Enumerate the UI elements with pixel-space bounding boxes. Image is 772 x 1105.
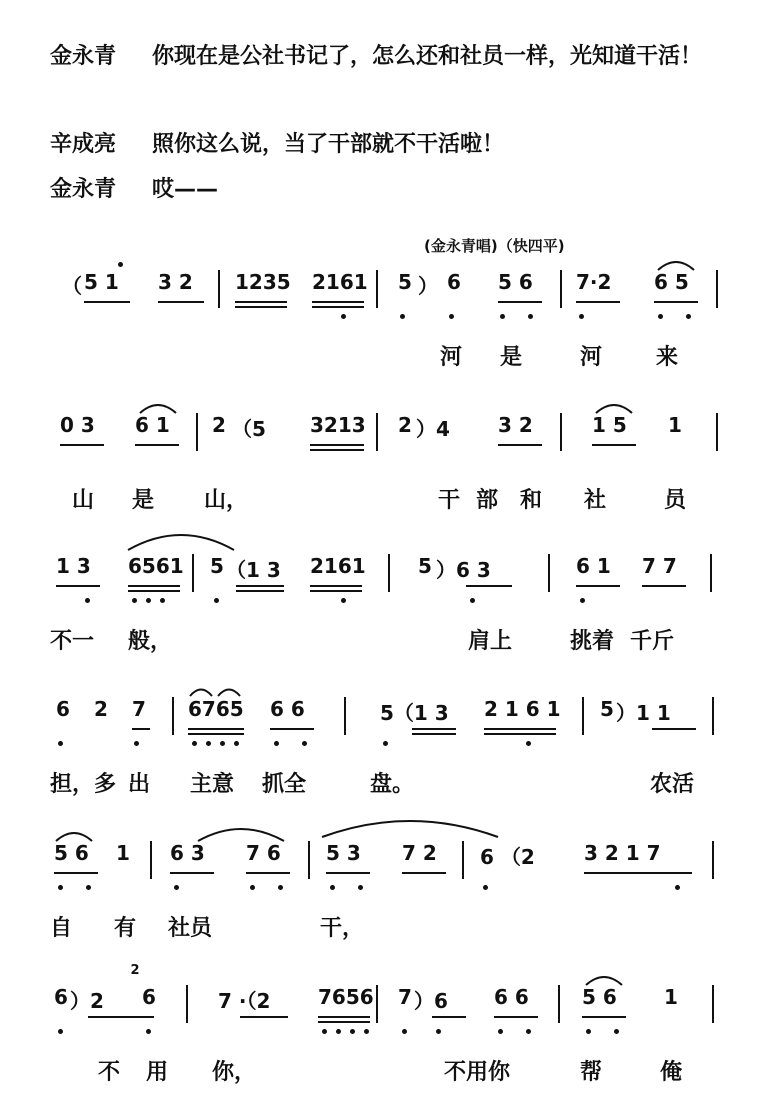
octave-dot <box>470 598 475 603</box>
dialogue-line-2 <box>50 130 737 160</box>
bar-line <box>218 270 220 308</box>
notation-group: 1 <box>116 841 130 865</box>
lyric: 出 <box>128 772 151 797</box>
underline <box>170 872 214 874</box>
octave-dot <box>483 885 488 890</box>
notation-group: 5 6 <box>582 985 617 1009</box>
octave-dot <box>579 314 584 319</box>
octave-dot <box>436 1029 441 1034</box>
underline <box>494 1016 538 1018</box>
underline <box>60 444 104 446</box>
octave-dot <box>146 1029 151 1034</box>
notation-group: 7 <box>132 697 146 721</box>
underline <box>236 585 284 587</box>
octave-dot <box>336 1029 341 1034</box>
underline <box>188 728 244 730</box>
notation-group: 7 6 <box>246 841 281 865</box>
notation-group: ）2 <box>70 989 104 1013</box>
underline <box>498 444 542 446</box>
octave-dot <box>85 598 90 603</box>
slur-mark <box>320 813 500 839</box>
notation-group: 5 <box>418 554 432 578</box>
bar-line <box>172 697 174 735</box>
notation-group: 5 <box>398 270 412 294</box>
underline <box>412 728 456 730</box>
underline <box>592 444 636 446</box>
bar-line <box>582 697 584 735</box>
bar-line <box>716 270 718 308</box>
slur-mark <box>594 401 634 415</box>
octave-dot <box>675 885 680 890</box>
octave-dot <box>234 741 239 746</box>
notation-group: 6 <box>56 697 70 721</box>
octave-dot <box>214 598 219 603</box>
octave-dot <box>330 885 335 890</box>
underline <box>312 301 364 303</box>
lyric: 千斤 <box>630 629 675 654</box>
octave-dot <box>132 598 137 603</box>
lyric: 有 <box>114 916 137 941</box>
notation-group: ）1 1 <box>616 701 671 725</box>
lyric: 来 <box>656 345 679 370</box>
octave-dot <box>220 741 225 746</box>
notation-group: （5 <box>232 417 266 441</box>
notation-group: ）6 3 <box>436 558 491 582</box>
notation-group: 7 ·（2 <box>218 989 271 1013</box>
octave-dot <box>500 314 505 319</box>
octave-dot <box>498 1029 503 1034</box>
notation-group: 7·2 <box>576 270 612 294</box>
lyric: 担，多 <box>50 772 117 797</box>
octave-dot <box>146 598 151 603</box>
notation-group: 1 <box>664 985 678 1009</box>
bar-line <box>150 841 152 879</box>
underline <box>466 585 512 587</box>
lyric: 般， <box>128 629 173 654</box>
underline <box>498 301 542 303</box>
bar-line <box>196 413 198 451</box>
grace-note: 2 <box>130 963 140 978</box>
notation-group: 6561 <box>128 554 184 578</box>
notation-group: 7656 <box>318 985 374 1009</box>
lyric: 社 <box>584 488 607 513</box>
underline <box>642 585 686 587</box>
notation-group: 6 1 <box>576 554 611 578</box>
notation-group: 2 1 6 1 <box>484 697 561 721</box>
octave-dot <box>528 314 533 319</box>
underline <box>88 1016 154 1018</box>
octave-dot <box>350 1029 355 1034</box>
underline <box>128 585 180 587</box>
octave-dot <box>341 598 346 603</box>
score-line-1 <box>0 270 772 390</box>
notation-group: 2 <box>94 697 108 721</box>
lyric: 帮 <box>580 1060 603 1085</box>
notation-group: 5（1 3 <box>380 701 449 725</box>
lyric: 社员 <box>168 916 213 941</box>
lyric: 不用你 <box>444 1060 511 1085</box>
bar-line <box>712 697 714 735</box>
underline <box>326 872 370 874</box>
underline <box>84 301 130 303</box>
score-line-5 <box>0 841 772 961</box>
bar-line <box>376 985 378 1023</box>
notation-group: 6 1 <box>135 413 170 437</box>
slur-mark <box>584 973 624 987</box>
lyric: 不一 <box>50 629 95 654</box>
octave-dot <box>192 741 197 746</box>
speaker-name: 金永青 <box>50 177 117 202</box>
score-line-2 <box>0 413 772 533</box>
notation-group: 2161 <box>312 270 368 294</box>
octave-dot <box>383 741 388 746</box>
notation-group: 6 3 <box>170 841 205 865</box>
bar-line <box>388 554 390 592</box>
notation-group: （1 3 <box>226 558 281 582</box>
slur-mark <box>216 686 242 698</box>
underline <box>582 1016 626 1018</box>
notation-group: 3 2 <box>158 270 193 294</box>
lyric: 员 <box>664 488 687 513</box>
lyric: 抓全 <box>262 772 307 797</box>
octave-dot <box>118 262 123 267</box>
octave-dot <box>586 1029 591 1034</box>
octave-dot <box>526 1029 531 1034</box>
notation-group: 1 3 <box>56 554 91 578</box>
underline <box>402 872 446 874</box>
notation-group: 6 6 <box>494 985 529 1009</box>
underline <box>235 306 287 308</box>
notation-group: 2 <box>398 413 412 437</box>
lyric: 你， <box>212 1060 257 1085</box>
lyric: 干 <box>438 488 461 513</box>
underline <box>246 872 290 874</box>
octave-dot <box>58 1029 63 1034</box>
underline <box>310 590 362 592</box>
bar-line <box>712 841 714 879</box>
notation-group: 1235 <box>235 270 291 294</box>
octave-dot <box>302 741 307 746</box>
octave-dot <box>526 741 531 746</box>
underline <box>310 585 362 587</box>
slur-mark <box>126 526 236 552</box>
notation-group: 5 3 <box>326 841 361 865</box>
lyric: 部 <box>476 488 499 513</box>
notation-group: 5 6 <box>54 841 89 865</box>
underline <box>312 306 364 308</box>
underline <box>135 444 179 446</box>
underline <box>56 585 100 587</box>
octave-dot <box>322 1029 327 1034</box>
speaker-name: 金永青 <box>50 44 117 69</box>
octave-dot <box>206 741 211 746</box>
notation-group: 1 5 <box>592 413 627 437</box>
notation-group: 7 2 <box>402 841 437 865</box>
octave-dot <box>449 314 454 319</box>
octave-dot <box>160 598 165 603</box>
notation-group: 6 <box>142 985 156 1009</box>
slur-mark <box>188 686 214 698</box>
bar-line <box>462 841 464 879</box>
bar-line <box>560 413 562 451</box>
notation-group: 3 2 1 7 <box>584 841 661 865</box>
bar-line <box>376 270 378 308</box>
lyric: 不 <box>98 1060 121 1085</box>
notation-group: 6 （2 <box>480 845 535 869</box>
underline <box>132 728 150 730</box>
octave-dot <box>86 885 91 890</box>
score-line-6 <box>0 963 772 1105</box>
underline <box>318 1016 370 1018</box>
octave-dot <box>686 314 691 319</box>
notation-group: 3 2 <box>498 413 533 437</box>
bar-line <box>308 841 310 879</box>
notation-group: 5 <box>210 554 224 578</box>
underline <box>584 872 692 874</box>
octave-dot <box>400 314 405 319</box>
octave-dot <box>358 885 363 890</box>
notation-group: ）4 <box>416 417 450 441</box>
underline <box>412 733 456 735</box>
octave-dot <box>250 885 255 890</box>
underline <box>318 1021 370 1023</box>
octave-dot <box>58 885 63 890</box>
lyric: 农活 <box>650 772 695 797</box>
notation-group: 5 1 <box>84 270 119 294</box>
bar-line <box>376 413 378 451</box>
underline <box>236 590 284 592</box>
bar-line <box>710 554 712 592</box>
lyric: 山 <box>72 488 95 513</box>
underline <box>484 733 556 735</box>
lyric: 盘。 <box>370 772 415 797</box>
score-line-3 <box>0 554 772 674</box>
notation-group: 5 <box>600 697 614 721</box>
octave-dot <box>580 598 585 603</box>
speaker-name: 辛成亮 <box>50 132 117 157</box>
underline <box>484 728 556 730</box>
notation-group: 6 <box>447 270 461 294</box>
notation-group: ） <box>418 274 438 298</box>
lyric: 是 <box>500 345 523 370</box>
slur-mark <box>138 401 178 415</box>
slur-mark <box>196 823 286 843</box>
lyric: 俺 <box>660 1060 683 1085</box>
notation-group: 7 7 <box>642 554 677 578</box>
lyric: 自 <box>50 916 73 941</box>
octave-dot <box>174 885 179 890</box>
notation-group: 6 5 <box>654 270 689 294</box>
underline <box>654 301 698 303</box>
lyric: 和 <box>520 488 543 513</box>
dialogue-line-3 <box>50 175 737 205</box>
singing-cue: (金永青唱)（快四平) <box>424 237 565 255</box>
notation-group: （ <box>62 274 82 298</box>
notation-group: 3213 <box>310 413 366 437</box>
notation-group: 0 3 <box>60 413 95 437</box>
underline <box>310 449 364 451</box>
notation-group: 6765 <box>188 697 244 721</box>
octave-dot <box>278 885 283 890</box>
lyric: 河 <box>580 345 603 370</box>
underline <box>54 872 98 874</box>
lyric: 主意 <box>190 772 235 797</box>
underline <box>128 590 180 592</box>
octave-dot <box>341 314 346 319</box>
dialogue-text: 哎—— <box>152 177 219 202</box>
notation-group: 6 <box>54 985 68 1009</box>
bar-line <box>560 270 562 308</box>
underline <box>270 728 314 730</box>
notation-group: 5 6 <box>498 270 533 294</box>
lyric: 山， <box>204 488 249 513</box>
octave-dot <box>274 741 279 746</box>
lyric: 肩上 <box>468 629 513 654</box>
underline <box>432 1016 466 1018</box>
underline <box>576 301 620 303</box>
notation-group: 7 <box>398 985 412 1009</box>
bar-line <box>558 985 560 1023</box>
underline <box>652 728 696 730</box>
underline <box>310 444 364 446</box>
bar-line <box>344 697 346 735</box>
bar-line <box>186 985 188 1023</box>
bar-line <box>716 413 718 451</box>
lyric: 干， <box>320 916 365 941</box>
lyric: 挑着 <box>570 629 615 654</box>
dialogue-text: 你现在是公社书记了，怎么还和社员一样，光知道干活！ <box>152 44 703 69</box>
underline <box>240 1016 288 1018</box>
notation-group: 2 <box>212 413 226 437</box>
dialogue-line-1 <box>50 42 737 72</box>
octave-dot <box>614 1029 619 1034</box>
bar-line <box>548 554 550 592</box>
notation-group: 1 <box>668 413 682 437</box>
underline <box>235 301 287 303</box>
octave-dot <box>402 1029 407 1034</box>
lyric: 是 <box>132 488 155 513</box>
underline <box>188 733 244 735</box>
underline <box>576 585 620 587</box>
dialogue-text: 照你这么说，当了干部就不干活啦！ <box>152 132 505 157</box>
notation-group: ）6 <box>414 989 448 1013</box>
slur-mark <box>656 258 696 272</box>
bar-line <box>192 554 194 592</box>
underline <box>158 301 204 303</box>
octave-dot <box>364 1029 369 1034</box>
bar-line <box>712 985 714 1023</box>
lyric: 河 <box>440 345 463 370</box>
octave-dot <box>134 741 139 746</box>
score-line-4 <box>0 697 772 817</box>
octave-dot <box>58 741 63 746</box>
octave-dot <box>658 314 663 319</box>
notation-group: 6 6 <box>270 697 305 721</box>
lyric: 用 <box>146 1060 169 1085</box>
notation-group: 2161 <box>310 554 366 578</box>
